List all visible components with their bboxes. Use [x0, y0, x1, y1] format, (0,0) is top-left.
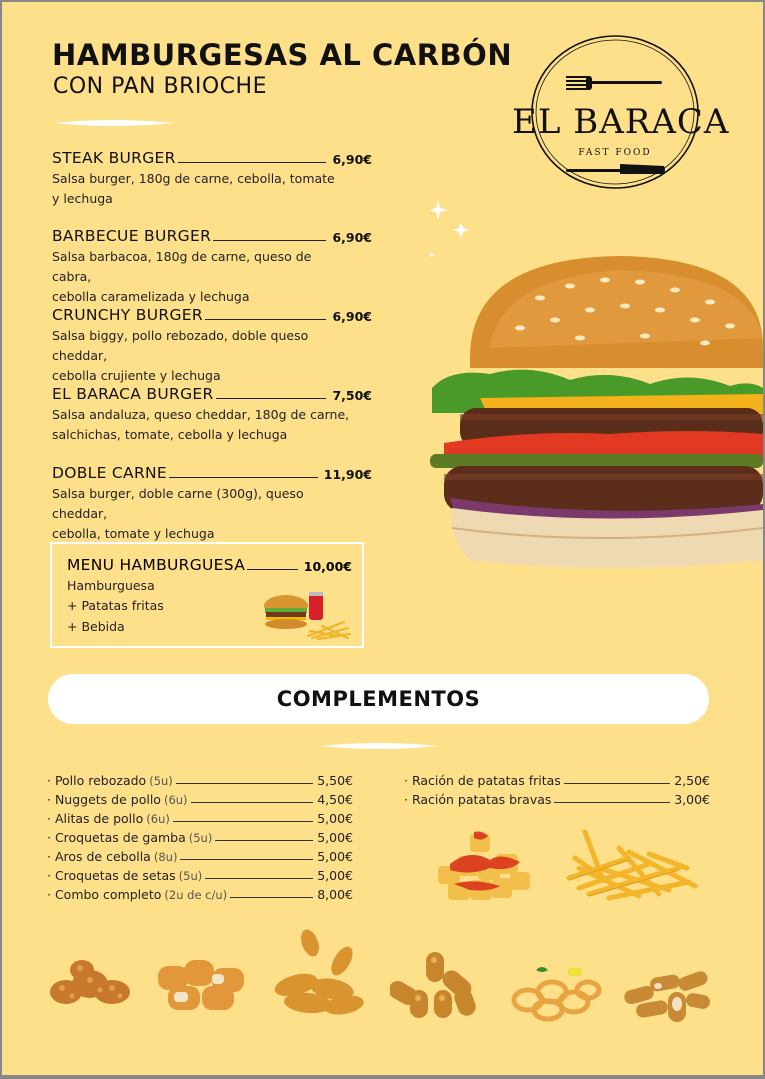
item-price: 7,50€ [332, 388, 372, 403]
menu-item [52, 306, 372, 386]
item-name: DOBLE CARNE [52, 464, 168, 482]
leader-line [180, 859, 313, 860]
side-name: · Ración de patatas fritas [404, 773, 561, 788]
item-price: 6,90€ [332, 152, 372, 167]
side-name: · Ración patatas bravas [404, 792, 552, 807]
menu-page [2, 2, 763, 1075]
side-name: · Croquetas de gamba [47, 830, 186, 845]
logo-name: EL BARACA [512, 102, 730, 142]
onion-rings-photo [508, 962, 604, 1024]
side-item [47, 826, 353, 845]
leader-line [564, 783, 670, 784]
side-item [404, 769, 710, 788]
item-desc-line: Salsa burger, doble carne (300g), queso cheddar, [52, 486, 304, 521]
burger-photo [430, 198, 763, 578]
leader-line [215, 840, 313, 841]
side-name: · Aros de cebolla [47, 849, 151, 864]
leader-line [173, 821, 313, 822]
menu-item [52, 385, 372, 445]
side-qty: (8u) [153, 850, 178, 864]
side-name: · Combo completo [47, 887, 162, 902]
ornament-divider [52, 118, 176, 128]
side-item [47, 769, 353, 788]
item-desc-line: cebolla caramelizada y lechuga [52, 289, 250, 304]
sparkle-icon [430, 200, 469, 270]
leader-line [191, 802, 314, 803]
fork-icon [566, 76, 662, 90]
item-desc-line: cebolla, tomate y lechuga [52, 526, 215, 541]
side-item [47, 883, 353, 902]
item-name: CRUNCHY BURGER [52, 306, 203, 324]
leader-line [247, 569, 298, 570]
item-description [52, 326, 352, 386]
menu-combo-line: Hamburguesa [67, 578, 155, 593]
brand-logo [512, 34, 730, 190]
leader-line [205, 319, 327, 320]
menu-combo-name: MENU HAMBURGUESA [67, 556, 246, 574]
fried-chicken-photo [46, 954, 136, 1009]
item-price: 6,90€ [332, 309, 372, 324]
leader-line [176, 783, 313, 784]
side-price: 2,50€ [674, 773, 710, 788]
side-name: · Nuggets de pollo [47, 792, 161, 807]
item-desc-line: Salsa biggy, pollo rebozado, doble queso cheddar, [52, 328, 309, 363]
menu-combo-price: 10,00€ [303, 559, 352, 574]
menu-item [52, 227, 372, 307]
logo-tagline: FAST FOOD [578, 148, 652, 158]
side-price: 5,50€ [317, 773, 353, 788]
leader-line [230, 897, 313, 898]
chicken-wings-photo [268, 929, 370, 1021]
menu-item [52, 464, 372, 544]
leader-line [216, 398, 327, 399]
side-name: · Pollo rebozado [47, 773, 147, 788]
section-title: COMPLEMENTOS [276, 687, 481, 711]
side-price: 4,50€ [317, 792, 353, 807]
menu-combo-photo [262, 586, 357, 641]
item-description [52, 247, 352, 307]
side-qty: (5u) [149, 774, 173, 788]
item-name: BARBECUE BURGER [52, 227, 212, 245]
menu-combo-line: + Bebida [67, 619, 125, 634]
page-title: HAMBURGESAS AL CARBÓN [52, 38, 513, 72]
french-fries-photo [559, 828, 701, 908]
menu-combo-box [50, 542, 364, 648]
leader-line [205, 878, 313, 879]
item-name: STEAK BURGER [52, 149, 176, 167]
leader-line [169, 477, 318, 478]
complementos-header [48, 674, 709, 724]
side-price: 8,00€ [317, 887, 353, 902]
item-description [52, 405, 352, 445]
item-price: 6,90€ [332, 230, 372, 245]
side-item [404, 788, 710, 807]
side-price: 3,00€ [674, 792, 710, 807]
patatas-bravas-photo [430, 828, 538, 910]
side-price: 5,00€ [317, 868, 353, 883]
item-desc-line: Salsa andaluza, queso cheddar, 180g de carne, [52, 407, 350, 422]
side-item [47, 845, 353, 864]
side-price: 5,00€ [317, 849, 353, 864]
side-price: 5,00€ [317, 811, 353, 826]
item-desc-line: y lechuga [52, 191, 113, 206]
ornament-divider [318, 741, 440, 751]
side-qty: (6u) [163, 793, 188, 807]
item-desc-line: Salsa burger, 180g de carne, cebolla, tomate [52, 171, 335, 186]
side-qty: (6u) [146, 812, 170, 826]
leader-line [178, 162, 327, 163]
item-name: EL BARACA BURGER [52, 385, 214, 403]
side-item [47, 788, 353, 807]
item-description [52, 169, 352, 209]
item-description [52, 484, 352, 544]
knife-icon [566, 164, 665, 174]
side-item [47, 864, 353, 883]
side-name: · Croquetas de setas [47, 868, 176, 883]
nuggets-photo [154, 954, 250, 1014]
side-qty: (5u) [178, 869, 203, 883]
side-price: 5,00€ [317, 830, 353, 845]
side-name: · Alitas de pollo [47, 811, 144, 826]
item-desc-line: Salsa barbacoa, 180g de carne, queso de cabra, [52, 249, 312, 284]
side-item [47, 807, 353, 826]
page-subtitle: CON PAN BRIOCHE [53, 74, 267, 99]
item-desc-line: cebolla crujiente y lechuga [52, 368, 221, 383]
leader-line [554, 802, 670, 803]
menu-item [52, 149, 372, 209]
croquetas-setas-photo [622, 968, 712, 1024]
side-qty: (5u) [188, 831, 213, 845]
croquetas-gamba-photo [390, 950, 486, 1020]
item-price: 11,90€ [323, 467, 372, 482]
leader-line [213, 240, 326, 241]
side-qty: (2u de c/u) [164, 888, 228, 902]
menu-combo-line: + Patatas fritas [67, 598, 164, 613]
item-desc-line: salchichas, tomate, cebolla y lechuga [52, 427, 288, 442]
